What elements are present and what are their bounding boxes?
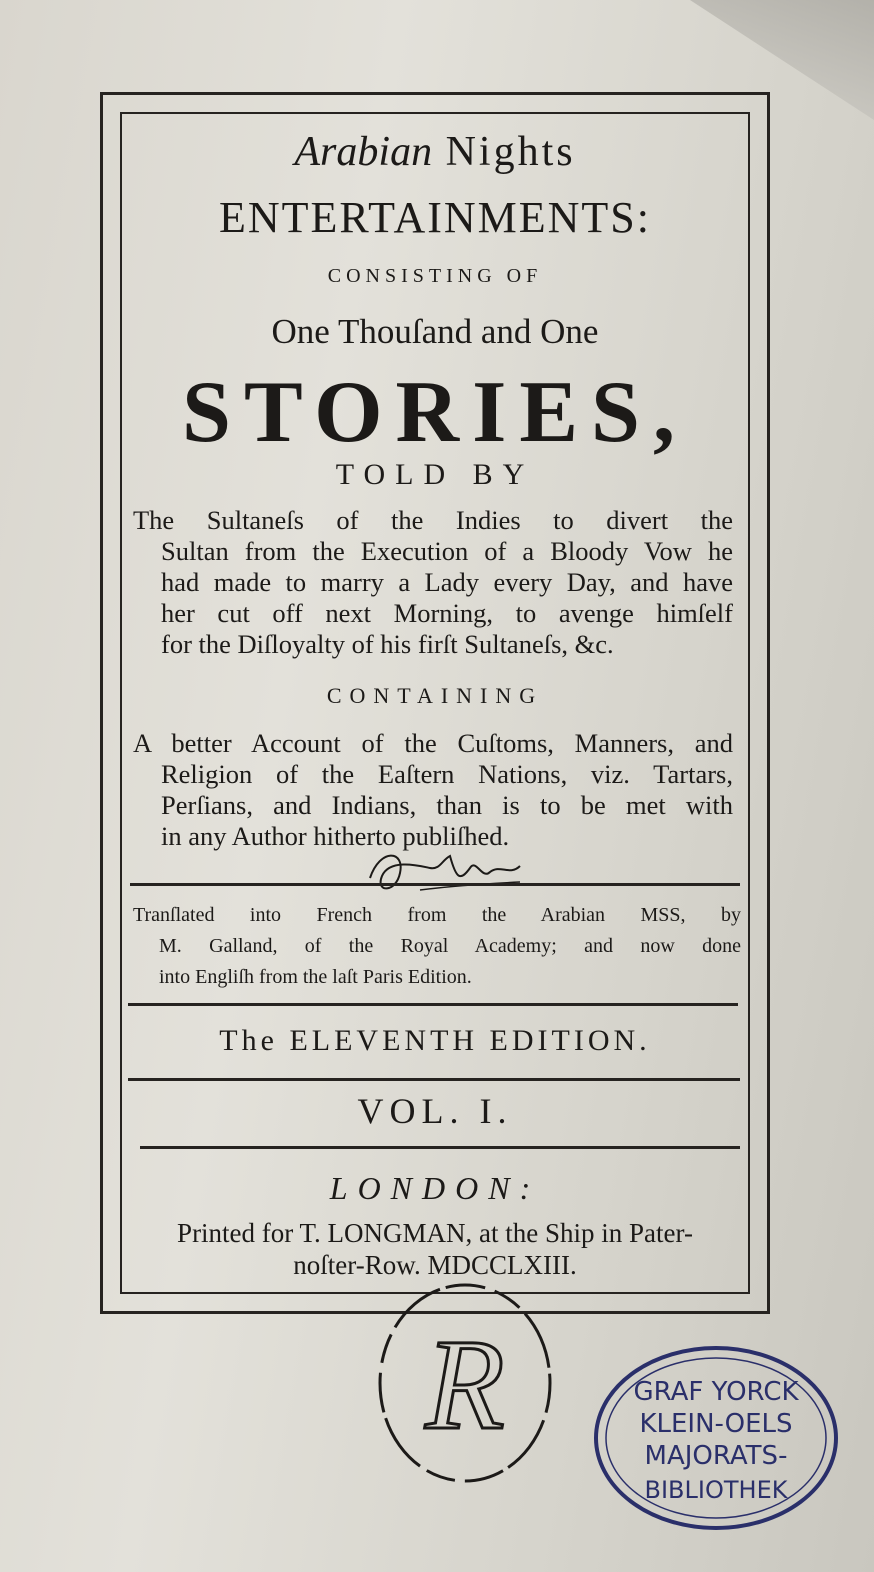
imprint-line-2: noſter-Row. MDCCLXIII. <box>293 1250 577 1280</box>
stamp-line: MAJORATS- <box>644 1441 788 1471</box>
place-line: LONDON: <box>329 1170 541 1206</box>
rule-1 <box>130 883 740 886</box>
told-by: TOLD BY <box>335 458 535 491</box>
title-italic-word: Arabian <box>294 129 433 175</box>
stamp-line: GRAF YORCK <box>633 1377 799 1407</box>
consisting-of: CONSISTING OF <box>327 265 543 287</box>
translation-line: M. Galland, of the Royal Academy; and now done <box>159 935 741 957</box>
edition-line: The ELEVENTH EDITION. <box>219 1024 651 1057</box>
description-line: The Sultaneſs of the Indies to divert the <box>133 505 733 535</box>
monogram-seal <box>370 1278 560 1488</box>
stamp-line: KLEIN-OELS <box>639 1409 793 1439</box>
volume-line: VOL. I. <box>357 1091 513 1131</box>
account-line: in any Author hitherto publiſhed. <box>161 821 510 851</box>
rule-3 <box>128 1078 740 1081</box>
title-line-2: ENTERTAINMENTS: <box>218 193 651 242</box>
containing-heading: CONTAINING <box>326 683 544 708</box>
library-stamp <box>590 1340 842 1536</box>
title-line-1 <box>120 128 750 176</box>
account-line: A better Account of the Cuſtoms, Manners, and <box>133 728 733 758</box>
rule-4 <box>140 1146 740 1149</box>
description-line: Sultan from the Execution of a Bloody Vow he <box>161 536 733 566</box>
translation-line: Tranſlated into French from the Arabian MSS, by <box>133 904 741 926</box>
account-line: Religion of the Eaſtern Nations, viz. Tartars, <box>161 759 733 789</box>
title-word: Nights <box>445 129 576 175</box>
stamp-line: BIBLIOTHEK <box>644 1476 788 1504</box>
seal-letter: R <box>425 1313 505 1457</box>
translation-paragraph <box>133 900 741 993</box>
description-paragraph <box>133 505 733 660</box>
rule-2 <box>128 1003 738 1006</box>
account-paragraph <box>133 728 733 852</box>
count-line: One Thouſand and One <box>271 312 599 351</box>
account-line: Perſians, and Indians, than is to be met with <box>161 790 733 820</box>
description-line: had made to marry a Lady every Day, and have <box>161 567 733 597</box>
description-line: for the Diſloyalty of his firſt Sultaneſs, &c. <box>161 629 614 659</box>
stories-heading: STORIES, <box>182 364 688 461</box>
description-line: her cut off next Morning, to avenge himſelf <box>161 598 733 628</box>
handwritten-signature <box>360 838 530 908</box>
translation-line: into Engliſh from the laſt Paris Edition. <box>159 966 472 988</box>
imprint-line-1: Printed for T. LONGMAN, at the Ship in Pater- <box>177 1218 693 1248</box>
